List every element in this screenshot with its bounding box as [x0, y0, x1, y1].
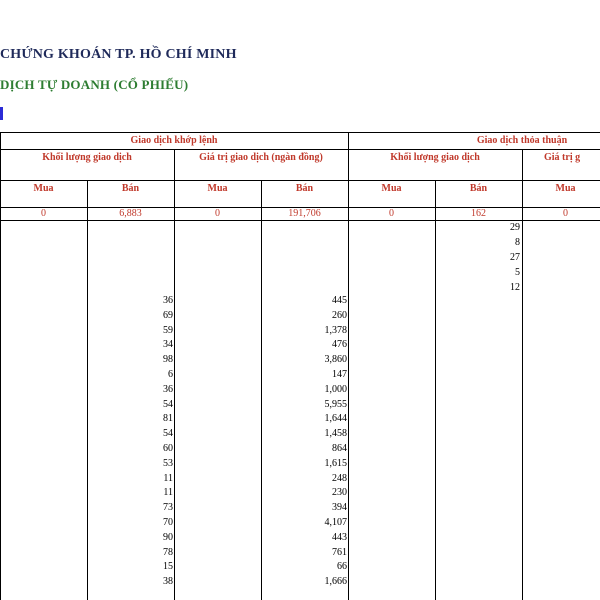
negotiated-sell-volume-cell: 29 — [510, 222, 520, 233]
matched-sell-volume-cell: 81 — [163, 413, 173, 424]
matched-sell-value-cell: 4,107 — [324, 517, 347, 528]
matched-sell-value-cell: 260 — [332, 310, 347, 321]
grid-line — [0, 220, 600, 221]
total-cell: 0 — [215, 208, 220, 219]
matched-sell-volume-cell: 59 — [163, 325, 173, 336]
matched-sell-volume-cell: 34 — [163, 339, 173, 350]
matched-sell-value-cell: 1,458 — [324, 428, 347, 439]
matched-sell-value-cell: 394 — [332, 502, 347, 513]
matched-sell-value-cell: 66 — [337, 561, 347, 572]
matched-sell-volume-cell: 53 — [163, 458, 173, 469]
matched-sell-value-cell: 5,955 — [324, 399, 347, 410]
header-negotiated-trades: Giao dịch thỏa thuận — [476, 135, 568, 146]
matched-sell-volume-cell: 98 — [163, 354, 173, 365]
grid-line — [348, 132, 349, 600]
negotiated-sell-volume-cell: 27 — [510, 252, 520, 263]
matched-sell-value-cell: 248 — [332, 473, 347, 484]
matched-sell-volume-cell: 11 — [163, 487, 173, 498]
matched-sell-volume-cell: 78 — [163, 547, 173, 558]
header-matched-volume: Khối lượng giao dịch — [42, 152, 132, 163]
total-cell: 191,706 — [288, 208, 321, 219]
total-cell: 0 — [563, 208, 568, 219]
col-sell: Bán — [295, 183, 314, 194]
negotiated-sell-volume-cell: 12 — [510, 282, 520, 293]
company-title: CHỨNG KHOÁN TP. HỒ CHÍ MINH — [0, 47, 237, 62]
grid-line — [0, 132, 1, 600]
matched-sell-value-cell: 1,615 — [324, 458, 347, 469]
col-sell: Bán — [121, 183, 140, 194]
matched-sell-value-cell: 230 — [332, 487, 347, 498]
col-buy: Mua — [207, 183, 228, 194]
grid-line — [0, 132, 600, 133]
matched-sell-value-cell: 1,666 — [324, 576, 347, 587]
matched-sell-value-cell: 445 — [332, 295, 347, 306]
matched-sell-value-cell: 1,378 — [324, 325, 347, 336]
matched-sell-volume-cell: 11 — [163, 473, 173, 484]
matched-sell-volume-cell: 69 — [163, 310, 173, 321]
matched-sell-value-cell: 476 — [332, 339, 347, 350]
total-cell: 6,883 — [119, 208, 142, 219]
total-cell: 0 — [389, 208, 394, 219]
matched-sell-volume-cell: 36 — [163, 295, 173, 306]
matched-sell-volume-cell: 70 — [163, 517, 173, 528]
col-buy: Mua — [381, 183, 402, 194]
matched-sell-volume-cell: 90 — [163, 532, 173, 543]
col-buy: Mua — [33, 183, 54, 194]
grid-line — [0, 180, 600, 181]
header-negotiated-value: Giá trị g — [544, 152, 581, 163]
matched-sell-value-cell: 147 — [332, 369, 347, 380]
header-matched-value: Giá trị giao dịch (ngàn đồng) — [199, 152, 323, 163]
matched-sell-volume-cell: 36 — [163, 384, 173, 395]
header-matched-trades: Giao dịch khớp lệnh — [130, 135, 218, 146]
matched-sell-volume-cell: 15 — [163, 561, 173, 572]
matched-sell-volume-cell: 73 — [163, 502, 173, 513]
col-sell: Bán — [469, 183, 488, 194]
negotiated-sell-volume-cell: 8 — [515, 237, 520, 248]
matched-sell-value-cell: 761 — [332, 547, 347, 558]
matched-sell-volume-cell: 6 — [168, 369, 173, 380]
report-title: DỊCH TỰ DOANH (CỔ PHIẾU) — [0, 77, 189, 92]
matched-sell-volume-cell: 38 — [163, 576, 173, 587]
matched-sell-value-cell: 1,000 — [324, 384, 347, 395]
matched-sell-volume-cell: 60 — [163, 443, 173, 454]
cell-cursor-marker — [0, 107, 3, 120]
total-cell: 162 — [471, 208, 486, 219]
grid-line — [0, 149, 600, 150]
spreadsheet-table — [0, 132, 600, 600]
col-buy: Mua — [555, 183, 576, 194]
header-negotiated-volume: Khối lượng giao dịch — [390, 152, 480, 163]
matched-sell-value-cell: 443 — [332, 532, 347, 543]
matched-sell-value-cell: 864 — [332, 443, 347, 454]
matched-sell-value-cell: 1,644 — [324, 413, 347, 424]
matched-sell-volume-cell: 54 — [163, 399, 173, 410]
matched-sell-volume-cell: 54 — [163, 428, 173, 439]
matched-sell-value-cell: 3,860 — [324, 354, 347, 365]
total-cell: 0 — [41, 208, 46, 219]
negotiated-sell-volume-cell: 5 — [515, 267, 520, 278]
